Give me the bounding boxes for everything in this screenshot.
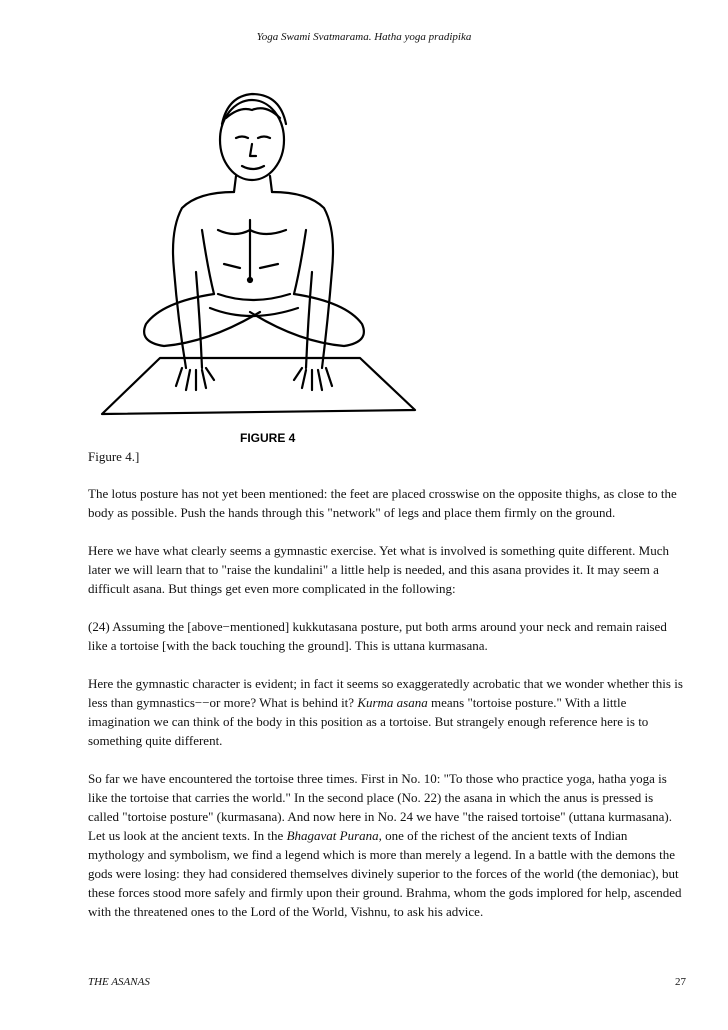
- running-header: Yoga Swami Svatmarama. Hatha yoga pradipika: [256, 31, 472, 43]
- left-arm: [173, 192, 234, 270]
- paragraph-1: The lotus posture has not yet been mentioned: the feet are placed crosswise on the opposite thighs, as close to the body as possible. Push the hands through this "network" of legs and place them firmly on the ground.: [88, 486, 677, 520]
- paragraph-4: Here the gymnastic character is evident; in fact it seems so exaggeratedly acrobatic that we wonder whether this is less than gymnastics−−or more? What is behind it? Kurma asana means "tortoise posture." With a little imagination we can think of the body in this position as a tortoise. But strangely enough reference here is to something quite different.: [88, 676, 683, 748]
- left-leg: [144, 294, 260, 346]
- yoga-figure-drawing: [90, 80, 430, 450]
- figure-caption: Figure 4.]: [88, 449, 140, 464]
- paragraph-5: So far we have encountered the tortoise three times. First in No. 10: "To those who practice yoga, hatha yoga is like the tortoise that carries the world." In the second place (No. 22) the asana in which the anus is pressed is called "tortoise posture" (kurmasana). And now here in No. 24 we have "the raised tortoise" (uttana kurmasana). Let us look at the ancient texts. In the Bhagavat Purana, one of the richest of the ancient texts of Indian mythology and symbolism, we find a legend which is more than merely a legend. In a battle with the demons the gods were losing: they had considered themselves divinely superior to the forces of the world (the demoniac), but these forces stood more safely and firmly upon their ground. Brahma, whom the gods implored for help, ascended with the threatened ones to the Lord of the World, Vishnu, to ask his advice.: [88, 771, 682, 919]
- footer-section: THE ASANAS: [88, 976, 150, 988]
- page-number: 27: [675, 976, 686, 988]
- mat-outline: [102, 358, 415, 414]
- paragraph-2: Here we have what clearly seems a gymnastic exercise. Yet what is involved is something quite different. Much later we will learn that to "raise the kundalini" a little help is needed, and this asana provides it. It may seem a difficult asana. But things get even more complicated in the following:: [88, 543, 669, 596]
- body-text: [88, 484, 686, 940]
- figure-label: FIGURE 4: [240, 431, 296, 445]
- page-footer: [88, 976, 686, 988]
- paragraph-3: (24) Assuming the [above−mentioned] kukkutasana posture, put both arms around your neck and remain raised like a tortoise [with the back touching the ground]. This is uttana kurmasana.: [88, 619, 667, 653]
- figure-illustration: [90, 80, 430, 450]
